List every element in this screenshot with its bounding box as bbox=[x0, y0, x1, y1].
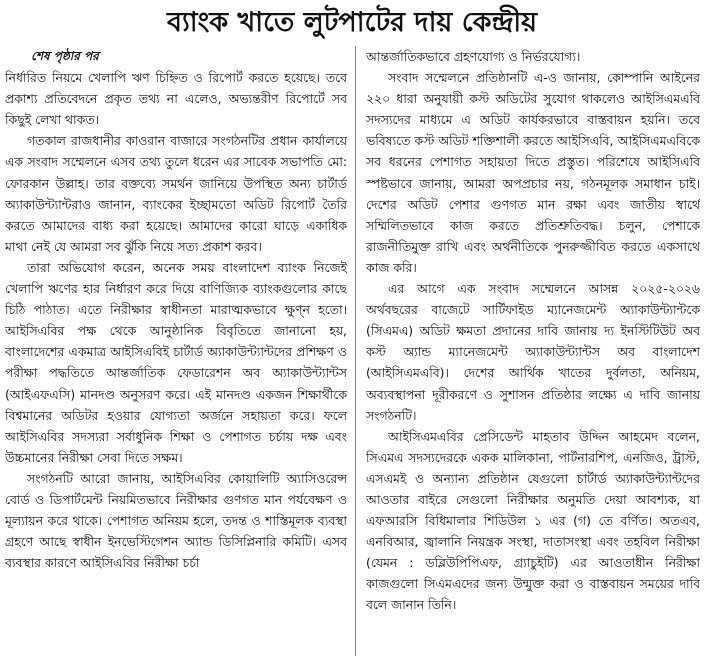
column-divider bbox=[355, 46, 356, 656]
paragraph: এর আগে এক সংবাদ সম্মেলনে আসন্ন ২০২৫-২০২৬ অর্থবছরের বাজেটে সার্টিফাইড ম্যানেজমেন্ট অ্যাকাউন্ট্যান্টকে (সিএমএ) অডিট ক্ষমতা প্রদানের দাবি জানায় দ্য ইনস্টিটিউট অব কস্ট অ্যান্ড ম্যানেজমেন্ট অ্যাকাউন্ট্যান্টস অব বাংলাদেশ (আইসিএমএবি)। দেশের আর্থিক খাতের দুর্বলতা, অনিয়ম, অব্যবস্থাপনা দূরীকরণে ও সুশাসন প্রতিষ্ঠার লক্ষ্যে এ দাবি জানায় সংগঠনটি। bbox=[366, 281, 700, 423]
left-column bbox=[5, 46, 347, 658]
headline: ব্যাংক খাতে লুটপাটের দায় কেন্দ্রীয় bbox=[166, 7, 538, 38]
paragraph: সংগঠনটি আরো জানায়, আইসিএবির কোয়ালিটি অ্যাসিওরেন্স বোর্ড ও ডিপার্টমেন্ট নিয়মিতভাবে নিরীক্ষার গুণগত মান পর্যবেক্ষণ ও মূল্যায়ন করে থাকে। পেশাগত অনিয়ম হলে, তদন্ত ও শাস্তিমূলক ব্যবস্থা গ্রহণে আছে স্বাধীন ইনভেস্টিগেশন অ্যান্ড ডিসিপ্লিনারি কমিটি। এসব ব্যবস্থার কারণে আইসিএবির নিরীক্ষা চর্চা bbox=[5, 470, 347, 571]
paragraph: তারা অভিযোগ করেন, অনেক সময় বাংলাদেশ ব্যাংক নিজেই খেলাপি ঋণের হার নির্ধারণ করে দিয়ে বাণিজ্যিক ব্যাংকগুলোর কাছে চিঠি পাঠাত। এতে নিরীক্ষার স্বাধীনতা মারাত্মকভাবে ক্ষুণ্ন হতো। আইসিএবির পক্ষ থেকে আনুষ্ঠানিক বিবৃতিতে জানানো হয়, বাংলাদেশের একমাত্র আইসিএবিই চার্টার্ড অ্যাকাউন্ট্যান্টদের প্রশিক্ষণ ও পরীক্ষা পদ্ধতিতে আন্তর্জাতিক ফেডারেশন অব অ্যাকাউন্ট্যান্টস (আইএফএসি) মানদণ্ড অনুসরণ করে। এই মানদণ্ড একজন শিক্ষার্থীকে বিশ্বমানের অডিটর হওয়ার যোগ্যতা অর্জনে সহায়তা করে। ফলে আইসিএবির সদস্যরা সর্বাধুনিক শিক্ষা ও পেশাগত চর্চায় দক্ষ এবং উচ্চমানের নিরীক্ষা সেবা দিতে সক্ষম। bbox=[5, 259, 347, 465]
right-column bbox=[366, 46, 700, 658]
paragraph: আইসিএমএবির প্রেসিডেন্ট মাহতাব উদ্দিন আহমেদ বলেন, সিএমএ সদস্যদেরকে একক মালিকানা, পার্টনারশিপ, এনজিও, ট্রাস্ট, এসএমই ও অন্যান্য প্রতিষ্ঠান যেগুলো চার্টার্ড অ্যাকাউন্ট্যান্টদের আওতার বাইরে সেগুলো নিরীক্ষার অনুমতি দেয়া আবশ্যক, যা এফআরসি বিধিমালার শিডিউল ১ এর (গ) তে বর্ণিত। অতএব, এনবিআর, জ্বালানি নিয়ন্ত্রক সংস্থা, দাতাসংস্থা এবং তহবিল নিরীক্ষা (যেমন : ডব্লিউপিপিএফ, গ্র্যাচুইটি) এর আওতাধীন নিরীক্ষা কাজগুলো সিএমএদের জন্য উন্মুক্ত করা ও বাস্তবায়ন সময়ের দাবি বলে জানান তিনি। bbox=[366, 428, 700, 613]
paragraph: সংবাদ সম্মেলনে প্রতিষ্ঠানটি এ-ও জানায়, কোম্পানি আইনের ২২০ ধারা অনুযায়ী কস্ট অডিটের সুযোগ থাকলেও আইসিএমএবি সদস্যদের মাধ্যমে এ অডিট কার্যকরভাবে বাস্তবায়ন হয়নি। তবে ভবিষ্যতে কস্ট অডিট শক্তিশালী করতে আইসিএবি, আইসিএমএবিকে সব ধরনের পেশাগত সহায়তা দিতে প্রস্তুত। পরিশেষে আইসিএবি স্পষ্টভাবে জানায়, আমরা অপপ্রচার নয়, গঠনমূলক সমাধান চাই। দেশের অডিট পেশার গুণগত মান রক্ষা এবং জাতীয় স্বার্থে সম্মিলিতভাবে কাজ করতে প্রতিশ্রুতিবদ্ধ। চলুন, পেশাকে রাজনীতিমুক্ত রাখি এবং অর্থনীতিকে পুনরুজ্জীবিত করতে একসাথে কাজ করি। bbox=[366, 70, 700, 275]
paragraph: নির্ধারিত নিয়মে খেলাপি ঋণ চিহ্নিত ও রিপোর্ট করতে হয়েছে। তবে প্রকাশ্য প্রতিবেদনে প্রকৃত তথ্য না এলেও, অভ্যন্তরীণ রিপোর্টে সব কিছুই লেখা থাকত। bbox=[5, 70, 347, 128]
paragraph: গতকাল রাজধানীর কাওরান বাজারে সংগঠনটির প্রধান কার্যালয়ে এক সংবাদ সম্মেলনে এসব তথ্য তুলে ধরেন এর সাবেক সভাপতি মো: ফোরকান উল্লাহ। তার বক্তব্যে সমর্থন জানিয়ে উপস্থিত অন্য চার্টার্ড অ্যাকাউন্ট্যান্টরাও জানান, ব্যাংকের ইচ্ছামতো অডিট রিপোর্ট তৈরি করতে আমাদের বাধ্য করা হয়েছে। আমাদের কারো ঘাড়ে একাধিক মাথা নেই যে আমরা সব ঝুঁকি নিয়ে সত্য প্রকাশ করব। bbox=[5, 133, 347, 254]
paragraph: আন্তর্জাতিকভাবে গ্রহণযোগ্য ও নির্ভরযোগ্য। bbox=[366, 49, 581, 64]
continued-from-label: শেষ পৃষ্ঠার পর bbox=[31, 49, 99, 63]
